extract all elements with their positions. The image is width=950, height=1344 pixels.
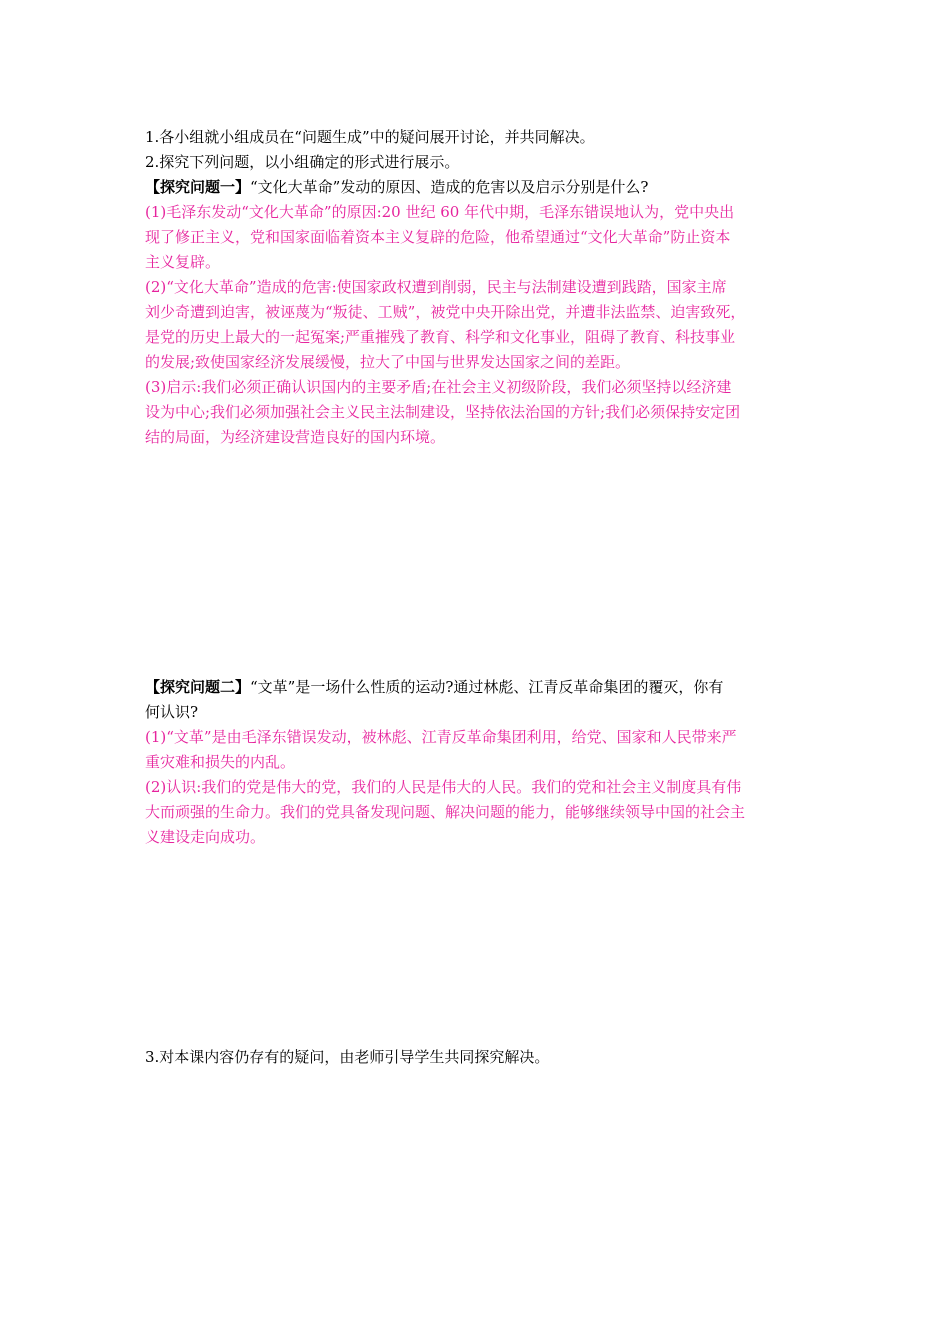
question-2-answer-line: (2)认识:我们的党是伟大的党，我们的人民是伟大的人民。我们的党和社会主义制度具有伟 [145, 778, 742, 796]
question-1-answer-line: (2)“文化大革命”造成的危害:使国家政权遭到削弱，民主与法制建设遭到践踏，国家主席 [145, 278, 727, 296]
question-2-answer-line: 义建设走向成功。 [145, 828, 266, 846]
question-2-answer-line: 重灾难和损失的内乱。 [145, 753, 296, 771]
step-3-section [145, 1045, 810, 1070]
steps-section [145, 125, 810, 175]
question-2-label: 【探究问题二】 [145, 678, 251, 696]
step-3-text: 3.对本课内容仍存有的疑问，由老师引导学生共同探究解决。 [145, 1048, 550, 1066]
question-1-text: “文化大革命”发动的原因、造成的危害以及启示分别是什么? [250, 178, 649, 196]
question-1-answer-line: 刘少奇遭到迫害，被诬蔑为“叛徒、工贼”，被党中央开除出党，并遭非法监禁、迫害致死， [145, 303, 746, 321]
step-2-text: 2.探究下列问题，以小组确定的形式进行展示。 [145, 153, 460, 171]
question-2-text: “文革”是一场什么性质的运动?通过林彪、江青反革命集团的覆灭，你有 [250, 678, 724, 696]
question-1-answer-line: 的发展;致使国家经济发展缓慢，拉大了中国与世界发达国家之间的差距。 [145, 353, 631, 371]
question-1-section [145, 175, 810, 450]
question-2-answer-line: (1)“文革”是由毛泽东错误发动，被林彪、江青反革命集团利用，给党、国家和人民带来严 [145, 728, 737, 746]
question-1-answer-line: (3)启示:我们必须正确认识国内的主要矛盾;在社会主义初级阶段，我们必须坚持以经济建 [145, 378, 732, 396]
question-2-answer-line: 大而顽强的生命力。我们的党具备发现问题、解决问题的能力，能够继续领导中国的社会主 [145, 803, 746, 821]
question-1-answer-line: 结的局面，为经济建设营造良好的国内环境。 [145, 428, 446, 446]
question-1-label: 【探究问题一】 [145, 178, 251, 196]
question-1-answer-line: (1)毛泽东发动“文化大革命”的原因:20 世纪 60 年代中期，毛泽东错误地认为，党中央出 [145, 203, 735, 221]
question-1-answer-line: 主义复辟。 [145, 253, 221, 271]
question-2-heading [145, 675, 810, 700]
question-2-section [145, 675, 810, 850]
step-1-text: 1.各小组就小组成员在“问题生成”中的疑问展开讨论，并共同解决。 [145, 128, 595, 146]
question-1-answer-line: 设为中心;我们必须加强社会主义民主法制建设，坚持依法治国的方针;我们必须保持安定团 [145, 403, 741, 421]
question-1-heading [145, 175, 810, 200]
question-2-text-continued: 何认识? [145, 703, 199, 721]
question-1-answer-line: 是党的历史上最大的一起冤案;严重摧残了教育、科学和文化事业，阻碍了教育、科技事业 [145, 328, 736, 346]
question-1-answer-line: 现了修正主义，党和国家面临着资本主义复辟的危险，他希望通过“文化大革命”防止资本 [145, 228, 731, 246]
